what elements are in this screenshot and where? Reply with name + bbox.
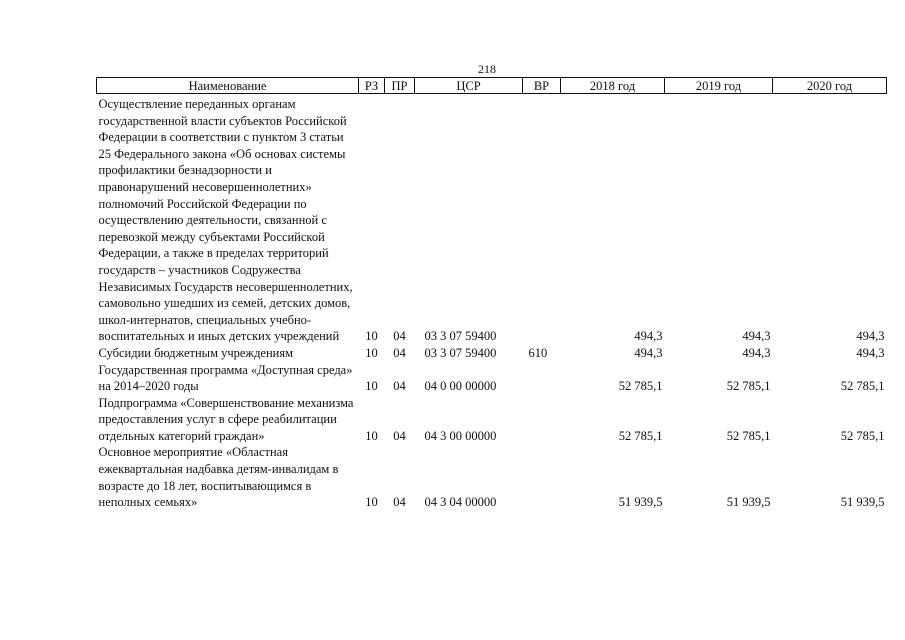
header-2018: 2018 год [561, 78, 665, 94]
table-row [97, 96, 887, 345]
table-row [97, 395, 887, 445]
row-vr [523, 444, 561, 510]
row-csr: 03 3 07 59400 [424, 345, 497, 360]
header-name: Наименование [97, 78, 359, 94]
header-2020: 2020 год [773, 78, 887, 94]
row-pr: 04 [393, 345, 406, 360]
row-vr [523, 96, 561, 345]
row-2020: 52 785,1 [840, 379, 885, 394]
row-2020: 494,3 [856, 329, 885, 344]
row-rz: 10 [365, 329, 378, 344]
row-2018: 52 785,1 [618, 379, 663, 394]
row-name: Государственная программа «Доступная среда» на 2014–2020 годы [98, 362, 353, 394]
row-2019: 494,3 [742, 345, 771, 360]
row-csr: 04 3 04 00000 [424, 495, 497, 510]
row-name: Основное мероприятие «Областная ежеквартальная надбавка детям-инвалидам в возрасте до 18 лет, воспитывающимся в неполных семьях» [98, 445, 339, 510]
row-pr: 04 [393, 495, 406, 510]
table-row [97, 362, 887, 395]
row-name: Осуществление переданных органам государственной власти субъектов Российской Федерации в соответствии с пунктом 3 статьи 25 Федерального закона «Об основах системы профилактики безнадзорности и правонарушений несовершеннолетних» полномочий Российской Федерации по осуществлению деятельности, связанной с перевозкой между субъектами Российской Федерации, а также в пределах территорий государств – участников Содружества Независимых Государств несовершеннолетних, самовольно ушедших из семей, детских домов, школ-интернатов, специальных учебно-воспитательных и иных детских учреждений [98, 97, 353, 344]
row-2018: 494,3 [634, 329, 663, 344]
table-header-row [97, 78, 887, 94]
table-row [97, 345, 887, 362]
row-vr: 610 [528, 345, 548, 360]
row-csr: 04 3 00 00000 [424, 428, 497, 443]
page-number: 218 [478, 62, 496, 76]
row-name: Субсидии бюджетным учреждениям [98, 345, 294, 360]
header-csr: ЦСР [415, 78, 523, 94]
row-2019: 52 785,1 [726, 428, 771, 443]
row-2019: 51 939,5 [726, 495, 771, 510]
row-vr [523, 395, 561, 445]
header-rz: РЗ [359, 78, 385, 94]
row-rz: 10 [365, 379, 378, 394]
row-2018: 494,3 [634, 345, 663, 360]
budget-table [96, 77, 887, 511]
row-2019: 494,3 [742, 329, 771, 344]
row-2020: 52 785,1 [840, 428, 885, 443]
header-2019: 2019 год [665, 78, 773, 94]
header-pr: ПР [385, 78, 415, 94]
row-pr: 04 [393, 329, 406, 344]
row-csr: 03 3 07 59400 [424, 329, 497, 344]
header-vr: ВР [523, 78, 561, 94]
row-2019: 52 785,1 [726, 379, 771, 394]
row-2018: 52 785,1 [618, 428, 663, 443]
row-2020: 51 939,5 [840, 495, 885, 510]
row-pr: 04 [393, 428, 406, 443]
row-pr: 04 [393, 379, 406, 394]
row-2020: 494,3 [856, 345, 885, 360]
row-2018: 51 939,5 [618, 495, 663, 510]
row-name: Подпрограмма «Совершенствование механизма предоставления услуг в сфере реабилитации отдельных категорий граждан» [98, 395, 354, 443]
row-rz: 10 [365, 345, 378, 360]
row-vr [523, 362, 561, 395]
row-rz: 10 [365, 495, 378, 510]
table-row [97, 444, 887, 510]
row-csr: 04 0 00 00000 [424, 379, 497, 394]
row-rz: 10 [365, 428, 378, 443]
